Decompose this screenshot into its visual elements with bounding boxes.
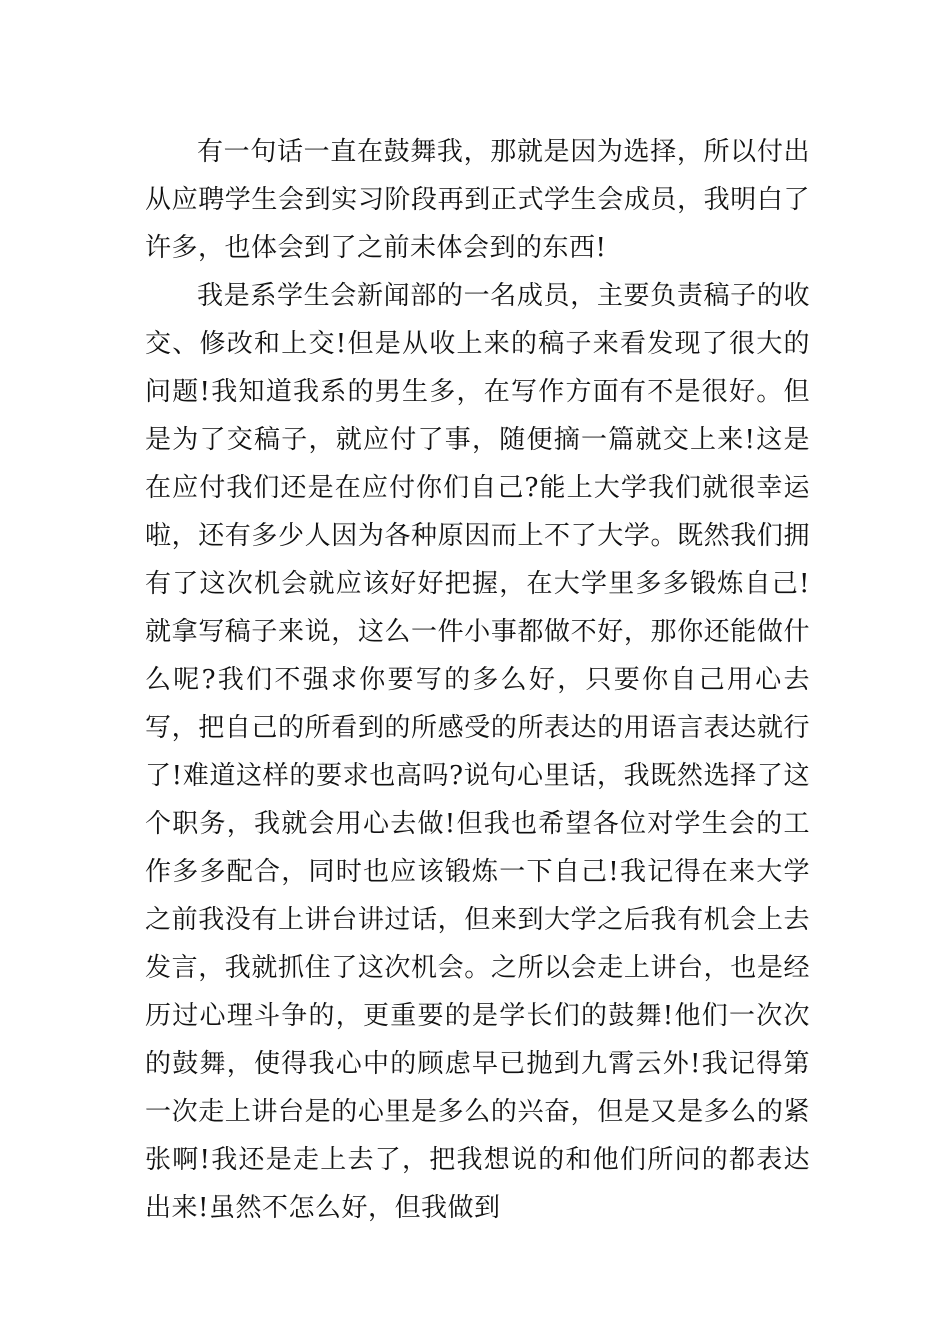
paragraph-2: 我是系学生会新闻部的一名成员，主要负责稿子的收交、修改和上交!但是从收上来的稿子来看发现了很大的问题!我知道我系的男生多，在写作方面有不是很好。但是为了交稿子，就应付了事，随便摘一篇就交上来!这是在应付我们还是在应付你们自己?能上大学我们就很幸运啦，还有多少人因为各种原因而上不了大学。既然我们拥有了这次机会就应该好好把握，在大学里多多锻炼自己!就拿写稿子来说，这么一件小事都做不好，那你还能做什么呢?我们不强求你要写的多么好，只要你自己用心去写，把自己的所看到的所感受的所表达的用语言表达就行了!难道这样的要求也高吗?说句心里话，我既然选择了这个职务，我就会用心去做!但我也希望各位对学生会的工作多多配合，同时也应该锻炼一下自己!我记得在来大学之前我没有上讲台讲过话，但来到大学之后我有机会上去发言，我就抓住了这次机会。之所以会走上讲台，也是经历过心理斗争的，更重要的是学长们的鼓舞!他们一次次的鼓舞，使得我心中的顾虑早已抛到九霄云外!我记得第一次走上讲台是的心里是多么的兴奋，但是又是多么的紧张啊!我还是走上去了，把我想说的和他们所问的都表达出来!虽然不怎么好，但我做到 (145, 281, 810, 1223)
document-body (145, 128, 810, 1232)
paragraph-1: 有一句话一直在鼓舞我，那就是因为选择，所以付出从应聘学生会到实习阶段再到正式学生会成员，我明白了许多，也体会到了之前未体会到的东西! (145, 137, 810, 263)
